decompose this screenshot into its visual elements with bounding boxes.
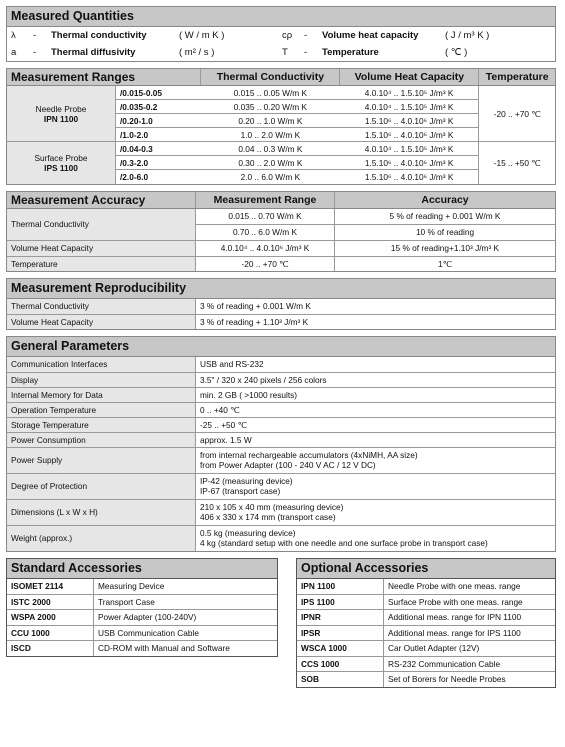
section-title: Measurement Accuracy: [7, 192, 196, 209]
value-line: 4 kg (standard setup with one needle and one surface probe in transport case): [200, 538, 488, 549]
row-label: Dimensions (L x W x H): [7, 499, 196, 525]
accuracy-value: 5 % of reading + 0.001 W/m K: [335, 208, 556, 224]
symbol: a: [11, 47, 17, 58]
measured-quantities-table: [7, 27, 555, 61]
row-value: -25 .. +50 ℃: [196, 417, 556, 432]
optional-accessories-table: [297, 579, 555, 687]
table-row: [7, 473, 555, 499]
measurement-accuracy-section: [6, 191, 556, 273]
table-row: [7, 625, 277, 641]
table-row: [7, 579, 277, 594]
row-label: Temperature: [7, 256, 196, 271]
table-row: [297, 579, 555, 594]
range-value: 4.0.10⁴ .. 4.0.10⁶ J/m³ K: [196, 240, 335, 256]
table-row: [7, 44, 555, 61]
accessories-area: [6, 558, 556, 688]
range-value: 0.015 .. 0.70 W/m K: [196, 208, 335, 224]
range-code: /0.015-0.05: [116, 86, 201, 100]
table-row: [7, 27, 555, 44]
table-row: [297, 641, 555, 657]
row-label: Internal Memory for Data: [7, 387, 196, 402]
accessory-code: IPS 1100: [297, 594, 384, 610]
table-row: [7, 525, 555, 551]
unit: ( J / m³ K ): [445, 30, 490, 41]
column-header: Volume Heat Capacity: [340, 69, 479, 86]
row-value: 3.5" / 320 x 240 pixels / 256 colors: [196, 372, 556, 387]
range-code: /0.04-0.3: [116, 142, 201, 156]
section-title: Measurement Reproducibility: [7, 279, 555, 299]
datasheet: [6, 6, 556, 688]
tc-range: 0.04 .. 0.3 W/m K: [201, 142, 340, 156]
general-parameters-section: [6, 336, 556, 552]
accessory-desc: Set of Borers for Needle Probes: [388, 674, 506, 685]
column-header: Measurement Range: [196, 192, 335, 209]
accessory-code: WSCA 1000: [297, 641, 384, 657]
row-label: Thermal Conductivity: [7, 299, 196, 314]
value-line: 0.5 kg (measuring device): [200, 528, 296, 539]
reproducibility-section: [6, 278, 556, 330]
accessory-desc: Measuring Device: [94, 579, 278, 594]
value-line: 210 x 105 x 40 mm (measuring device): [200, 502, 344, 512]
accessory-desc: Car Outlet Adapter (12V): [384, 641, 556, 657]
section-title: General Parameters: [7, 337, 555, 357]
accessory-desc: Additional meas. range for IPN 1100: [384, 610, 556, 626]
range-code: /0.3-2.0: [116, 156, 201, 170]
column-header: Accuracy: [335, 192, 556, 209]
range-code: /0.035-0.2: [116, 100, 201, 114]
accessory-desc: Power Adapter (100-240V): [94, 610, 278, 626]
tc-range: 1.0 .. 2.0 W/m K: [201, 128, 340, 142]
unit: ( W / m K ): [179, 30, 225, 41]
row-label: Storage Temperature: [7, 417, 196, 432]
value-line: from Power Adapter (100 - 240 V AC / 12 V DC): [200, 460, 376, 470]
table-row: [7, 447, 555, 473]
table-row: [297, 672, 555, 687]
unit: ( m² / s ): [179, 47, 215, 58]
table-row: [7, 594, 277, 610]
row-value: [196, 525, 556, 551]
vhc-range: 1.5.10⁶ .. 4.0.10⁶ J/m³ K: [340, 156, 479, 170]
value-line: 406 x 330 x 174 mm (transport case): [200, 512, 336, 522]
measured-quantities-section: [6, 6, 556, 62]
accessory-code: ISOMET 2114: [7, 579, 94, 594]
value-line: IP-67 (transport case): [200, 486, 281, 496]
dash: -: [304, 47, 308, 58]
accessory-code: ISCD: [7, 641, 94, 656]
temp-range: -20 .. +70 ℃: [479, 86, 555, 142]
table-row: [297, 625, 555, 641]
probe-name: Needle Probe: [35, 103, 87, 114]
temp-range: -15 .. +50 ℃: [479, 142, 555, 184]
range-code: /1.0-2.0: [116, 128, 201, 142]
standard-accessories-table: [7, 579, 277, 656]
tc-range: 2.0 .. 6.0 W/m K: [240, 171, 301, 182]
vhc-range: 1.5.10⁶ .. 4.0.10⁶ J/m³ K: [340, 128, 479, 142]
section-title: Measurement Ranges: [7, 69, 201, 86]
tc-range: 0.20 .. 1.0 W/m K: [201, 114, 340, 128]
tc-range: 0.015 .. 0.05 W/m K: [201, 86, 340, 100]
accuracy-value: 10 % of reading: [335, 224, 556, 240]
row-value: [196, 499, 556, 525]
row-value: 3 % of reading + 1.10³ J/m³ K: [196, 314, 556, 329]
value-line: from internal rechargeable accumulators (4xNiMH, AA size): [200, 450, 418, 460]
table-row: [7, 610, 277, 626]
table-row: [297, 610, 555, 626]
optional-accessories: [296, 558, 556, 688]
table-row: [7, 641, 277, 656]
probe-model: IPN 1100: [43, 113, 79, 124]
row-label: Weight (approx.): [7, 525, 196, 551]
quantity-name: Thermal conductivity: [51, 30, 147, 41]
accessory-desc: Surface Probe with one meas. range: [384, 594, 556, 610]
table-row: [7, 499, 555, 525]
dash: -: [33, 47, 37, 58]
symbol: cρ: [282, 30, 293, 41]
dash: -: [33, 30, 37, 41]
table-row: [7, 208, 555, 224]
table-row: [7, 432, 555, 447]
table-row: [7, 357, 555, 372]
table-row: [7, 86, 555, 100]
header-row: [7, 69, 555, 86]
accessory-code: CCU 1000: [7, 625, 94, 641]
table-row: [7, 417, 555, 432]
section-title: Standard Accessories: [7, 559, 277, 579]
symbol: T: [282, 47, 288, 58]
row-label: Power Consumption: [7, 432, 196, 447]
accessory-code: ISTC 2000: [7, 594, 94, 610]
general-parameters-table: [7, 357, 555, 551]
table-row: [297, 594, 555, 610]
section-title: Measured Quantities: [7, 7, 555, 27]
row-value: 0 .. +40 ℃: [196, 402, 556, 417]
value-line: IP-42 (measuring device): [200, 476, 293, 486]
range-code: /2.0-6.0: [116, 170, 201, 184]
table-row: [7, 256, 555, 271]
vhc-range: 4.0.10⁴ .. 1.5.10⁵ J/m³ K: [340, 142, 479, 156]
row-label: Power Supply: [7, 447, 196, 473]
section-title: Optional Accessories: [297, 559, 555, 579]
row-label: Display: [7, 372, 196, 387]
dash: -: [304, 30, 308, 41]
measurement-ranges-section: [6, 68, 556, 185]
row-value: min. 2 GB ( >1000 results): [196, 387, 556, 402]
accessory-desc: Transport Case: [94, 594, 278, 610]
row-label: Communication Interfaces: [7, 357, 196, 372]
probe-model: IPS 1100: [44, 162, 78, 173]
probe-label: [7, 142, 116, 184]
column-header: Thermal Conductivity: [201, 69, 340, 86]
row-label: Volume Heat Capacity: [7, 240, 196, 256]
accessory-desc: Additional meas. range for IPS 1100: [384, 625, 556, 641]
table-row: [7, 142, 555, 156]
row-value: USB and RS-232: [196, 357, 556, 372]
measurement-accuracy-table: [7, 192, 555, 272]
table-row: [297, 656, 555, 672]
row-value: [196, 473, 556, 499]
row-value: [196, 447, 556, 473]
row-label: Volume Heat Capacity: [7, 314, 196, 329]
tc-range: 0.035 .. 0.20 W/m K: [201, 100, 340, 114]
row-value: approx. 1.5 W: [196, 432, 556, 447]
tc-range: 0.30 .. 2.0 W/m K: [201, 156, 340, 170]
row-value: 3 % of reading + 0.001 W/m K: [196, 299, 556, 314]
table-row: [7, 387, 555, 402]
accessory-code: IPNR: [297, 610, 384, 626]
range-value: 0.70 .. 6.0 W/m K: [196, 224, 335, 240]
standard-accessories: [6, 558, 278, 657]
quantity-name: Temperature: [322, 47, 379, 58]
measurement-ranges-table: [7, 69, 555, 184]
row-label: Thermal Conductivity: [7, 208, 196, 240]
probe-label: [7, 86, 116, 142]
accessory-code: SOB: [297, 672, 384, 687]
table-row: [7, 402, 555, 417]
vhc-range: 1.5.10⁶ .. 4.0.10⁶ J/m³ K: [340, 114, 479, 128]
accessory-code: IPN 1100: [297, 579, 384, 594]
accessory-code: IPSR: [297, 625, 384, 641]
table-row: [7, 372, 555, 387]
vhc-range: 4.0.10⁴ .. 1.5.10⁵ J/m³ K: [340, 86, 479, 100]
table-row: [7, 240, 555, 256]
accessory-code: WSPA 2000: [7, 610, 94, 626]
accessory-code: CCS 1000: [297, 656, 384, 672]
quantity-name: Thermal diffusivity: [51, 47, 136, 58]
table-row: [7, 314, 555, 329]
unit: ( ℃ ): [445, 47, 468, 58]
accessory-desc: Needle Probe with one meas. range: [384, 579, 556, 594]
accessory-desc: CD-ROM with Manual and Software: [98, 643, 230, 654]
row-label: Operation Temperature: [7, 402, 196, 417]
row-label: Degree of Protection: [7, 473, 196, 499]
accuracy-value: 1℃: [335, 256, 556, 271]
accessory-desc: USB Communication Cable: [94, 625, 278, 641]
range-code: /0.20-1.0: [116, 114, 201, 128]
range-value: -20 .. +70 ℃: [196, 256, 335, 271]
table-row: [7, 299, 555, 314]
accuracy-value: 15 % of reading+1.10³ J/m³ K: [335, 240, 556, 256]
vhc-range: 1.5.10⁶ .. 4.0.10⁶ J/m³ K: [364, 171, 454, 182]
column-header: Temperature: [479, 69, 555, 86]
symbol: λ: [11, 30, 16, 41]
header-row: [7, 192, 555, 209]
quantity-name: Volume heat capacity: [322, 30, 419, 41]
vhc-range: 4.0.10⁴ .. 1.5.10⁵ J/m³ K: [340, 100, 479, 114]
reproducibility-table: [7, 299, 555, 329]
probe-name: Surface Probe: [34, 152, 88, 163]
accessory-desc: RS-232 Communication Cable: [384, 656, 556, 672]
